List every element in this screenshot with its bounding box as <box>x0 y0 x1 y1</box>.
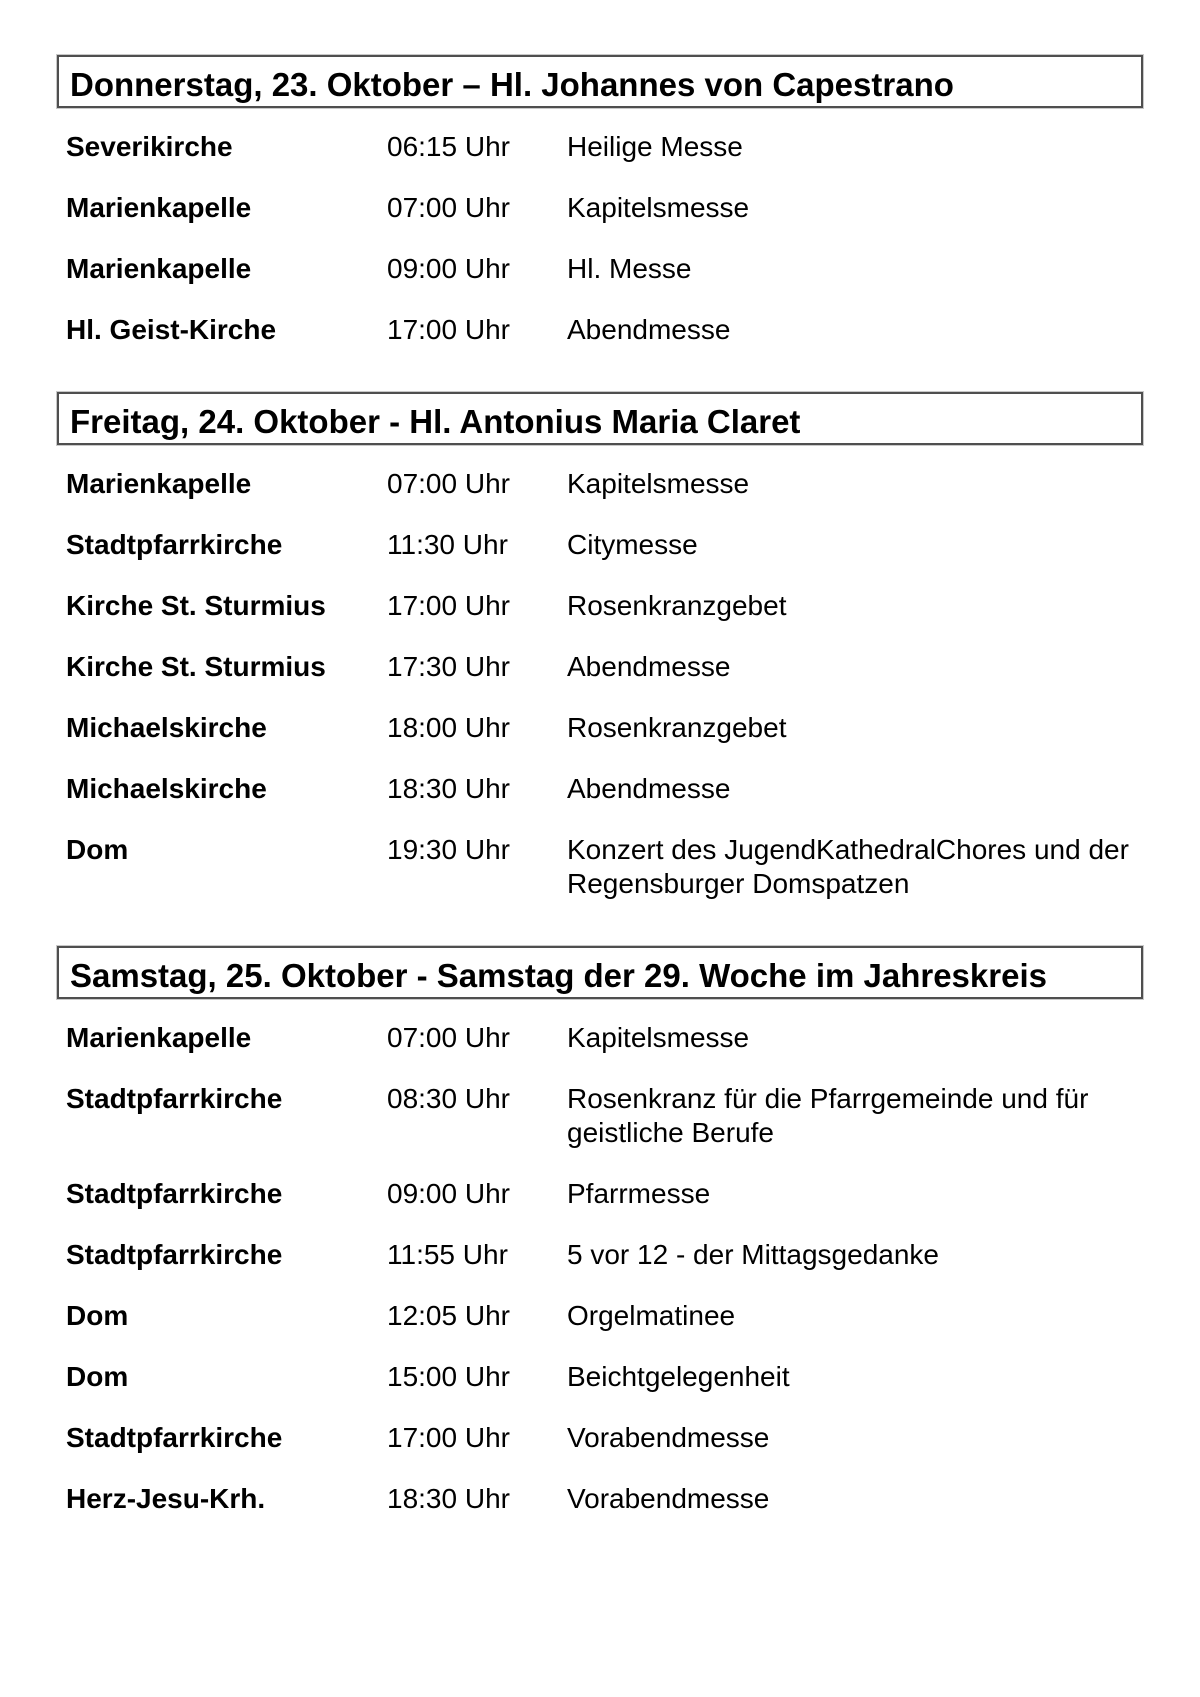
schedule-row <box>66 130 1143 164</box>
schedule-row <box>66 313 1143 347</box>
schedule-rows <box>66 467 1143 901</box>
location-cell: Severikirche <box>66 131 233 162</box>
event-cell: Kapitelsmesse <box>567 192 750 223</box>
schedule-row <box>66 1177 1143 1211</box>
day-section-title: Freitag, 24. Oktober - Hl. Antonius Maria Claret <box>57 392 1143 445</box>
time-cell: 18:00 Uhr <box>387 712 510 743</box>
schedule-row <box>66 528 1143 562</box>
time-cell: 18:30 Uhr <box>387 1483 510 1514</box>
event-cell: Vorabendmesse <box>567 1483 770 1514</box>
time-cell: 07:00 Uhr <box>387 468 510 499</box>
time-cell: 12:05 Uhr <box>387 1300 510 1331</box>
schedule-row <box>66 1082 1143 1150</box>
day-section-title: Donnerstag, 23. Oktober – Hl. Johannes von Capestrano <box>57 55 1143 108</box>
event-cell: Abendmesse <box>567 651 731 682</box>
location-cell: Marienkapelle <box>66 468 252 499</box>
schedule-row <box>66 1299 1143 1333</box>
location-cell: Stadtpfarrkirche <box>66 1178 283 1209</box>
schedule-row <box>66 1421 1143 1455</box>
event-cell: Pfarrmesse <box>567 1178 711 1209</box>
schedule-row <box>66 1021 1143 1055</box>
time-cell: 17:30 Uhr <box>387 651 510 682</box>
time-cell: 15:00 Uhr <box>387 1361 510 1392</box>
location-cell: Stadtpfarrkirche <box>66 1422 283 1453</box>
location-cell: Herz-Jesu-Krh. <box>66 1483 266 1514</box>
schedule-row <box>66 191 1143 225</box>
time-cell: 07:00 Uhr <box>387 192 510 223</box>
location-cell: Marienkapelle <box>66 192 252 223</box>
schedule-row <box>66 650 1143 684</box>
event-cell: Orgelmatinee <box>567 1300 736 1331</box>
event-cell: Kapitelsmesse <box>567 1022 750 1053</box>
day-section <box>57 946 1143 1516</box>
location-cell: Marienkapelle <box>66 253 252 284</box>
location-cell: Kirche St. Sturmius <box>66 590 326 621</box>
time-cell: 17:00 Uhr <box>387 314 510 345</box>
event-cell: Rosenkranz für die Pfarrgemeinde und für geistliche Berufe <box>567 1083 1089 1148</box>
schedule-rows <box>66 130 1143 347</box>
schedule-row <box>66 772 1143 806</box>
event-cell: Beichtgelegenheit <box>567 1361 790 1392</box>
time-cell: 17:00 Uhr <box>387 1422 510 1453</box>
location-cell: Stadtpfarrkirche <box>66 1083 283 1114</box>
location-cell: Marienkapelle <box>66 1022 252 1053</box>
event-cell: Abendmesse <box>567 773 731 804</box>
schedule-row <box>66 711 1143 745</box>
event-cell: Kapitelsmesse <box>567 468 750 499</box>
event-cell: Hl. Messe <box>567 253 692 284</box>
day-section-title: Samstag, 25. Oktober - Samstag der 29. Woche im Jahreskreis <box>57 946 1143 999</box>
time-cell: 11:30 Uhr <box>387 529 508 560</box>
time-cell: 06:15 Uhr <box>387 131 510 162</box>
location-cell: Michaelskirche <box>66 773 267 804</box>
location-cell: Kirche St. Sturmius <box>66 651 326 682</box>
day-section <box>57 55 1143 347</box>
schedule-document <box>57 55 1143 1516</box>
event-cell: 5 vor 12 - der Mittagsgedanke <box>567 1239 939 1270</box>
location-cell: Stadtpfarrkirche <box>66 1239 283 1270</box>
schedule-row <box>66 589 1143 623</box>
location-cell: Dom <box>66 1300 129 1331</box>
schedule-row <box>66 467 1143 501</box>
location-cell: Stadtpfarrkirche <box>66 529 283 560</box>
schedule-row <box>66 1360 1143 1394</box>
day-section <box>57 392 1143 901</box>
schedule-rows <box>66 1021 1143 1516</box>
location-cell: Dom <box>66 1361 129 1392</box>
schedule-row <box>66 1238 1143 1272</box>
time-cell: 17:00 Uhr <box>387 590 510 621</box>
event-cell: Rosenkranzgebet <box>567 712 787 743</box>
schedule-row <box>66 1482 1143 1516</box>
time-cell: 07:00 Uhr <box>387 1022 510 1053</box>
time-cell: 19:30 Uhr <box>387 834 510 865</box>
location-cell: Hl. Geist-Kirche <box>66 314 277 345</box>
time-cell: 11:55 Uhr <box>387 1239 508 1270</box>
location-cell: Dom <box>66 834 129 865</box>
time-cell: 08:30 Uhr <box>387 1083 510 1114</box>
schedule-row <box>66 252 1143 286</box>
time-cell: 18:30 Uhr <box>387 773 510 804</box>
event-cell: Rosenkranzgebet <box>567 590 787 621</box>
event-cell: Citymesse <box>567 529 698 560</box>
event-cell: Abendmesse <box>567 314 731 345</box>
event-cell: Konzert des JugendKathedralChores und der Regensburger Domspatzen <box>567 834 1129 899</box>
event-cell: Heilige Messe <box>567 131 743 162</box>
time-cell: 09:00 Uhr <box>387 1178 510 1209</box>
schedule-row <box>66 833 1143 901</box>
event-cell: Vorabendmesse <box>567 1422 770 1453</box>
time-cell: 09:00 Uhr <box>387 253 510 284</box>
location-cell: Michaelskirche <box>66 712 267 743</box>
